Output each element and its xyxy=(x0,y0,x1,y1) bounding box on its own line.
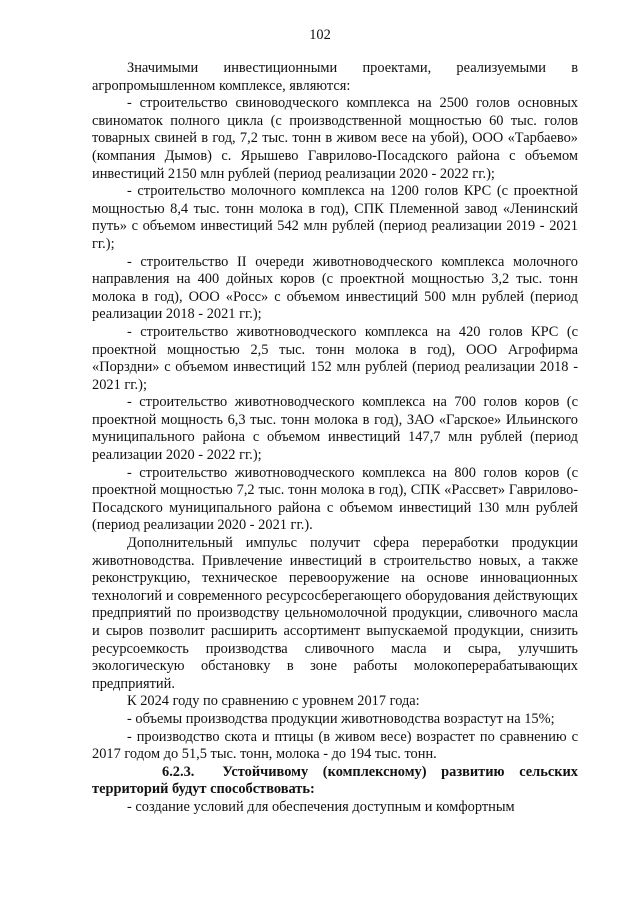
paragraph-project-dairy-1200: - строительство молочного комплекса на 1200 голов КРС (с проектной мощностью 8,4 тыс. тонн молока в год), СПК Племенной завод «Ленинский путь» с объемом инвестиций 542 млн рублей (период реализации 2019 - 2021 гг.); xyxy=(92,183,578,252)
page-body xyxy=(92,60,578,817)
section-heading xyxy=(92,764,578,799)
paragraph-project-garskoe: - строительство животноводческого комплекса на 700 голов коров (с проектной мощность 6,3 тыс. тонн молока в год), ЗАО «Гарское» Ильинского муниципального района с объемом инвестиций 147,7 млн рублей (период реализации 2020 - 2022 гг.); xyxy=(92,394,578,464)
paragraph-project-pig-complex: - строительство свиноводческого комплекса на 2500 голов основных свиноматок полного цикла (с производственной мощностью 60 тыс. голов товарных свиней в год, 7,2 тыс. тонн в живом весе на убой), ООО «Тарбаево» (компания Дымов) с. Ярышево Гаврилово-Посадского района с объемом инвестиций 2150 млн рублей (период реализации 2020 - 2022 гг.); xyxy=(92,95,578,182)
paragraph-target-livestock: - объемы производства продукции животноводства возрастут на 15%; xyxy=(127,710,555,727)
page-number: 102 xyxy=(309,27,331,43)
paragraph-project-rassvet: - строительство животноводческого комплекса на 800 голов коров (с проектной мощностью 7,2 тыс. тонн молока в год), СПК «Рассвет» Гаврилово-Посадского муниципального района с объемом инвестиций 130 млн рублей (период реализации 2020 - 2021 гг.). xyxy=(92,464,578,534)
paragraph-target-2024: К 2024 году по сравнению с уровнем 2017 года: xyxy=(127,693,420,710)
section-title: Устойчивому (комплексному) развитию сельских территорий будут способствовать: xyxy=(92,763,578,798)
paragraph-intro: Значимыми инвестиционными проектами, реализуемыми в агропромышленном комплексе, являются: xyxy=(92,60,578,94)
paragraph-project-porzdni: - строительство животноводческого комплекса на 420 голов КРС (с проектной мощностью 2,5 тыс. тонн молока в год), ООО Агрофирма «Порздни» с объемом инвестиций 152 млн рублей (период реализации 2018 - 2021 гг.); xyxy=(92,323,578,393)
paragraph-project-ross: - строительство II очереди животноводческого комплекса молочного направления на 400 дойных коров (с проектной мощностью 3,2 тыс. тонн молока в год), ООО «Росс» с объемом инвестиций 500 млн рублей (период реализации 2018 - 2021 гг.); xyxy=(92,253,578,323)
paragraph-processing: Дополнительный импульс получит сфера переработки продукции животноводства. Привлечение инвестиций в строительство новых, а также реконструкцию, техническое перевооружение на основе инновационных технологий и современного ресурсосберегающего оборудования действующих предприятий по производству цельномолочной продукции, сливочного масла и сыров позволит расширить ассортимент выпускаемой продукции, снизить ресурсоемкость производства сливочного масла и сыра, улучшить экологическую обстановку в зоне работы молокоперерабатывающих предприятий. xyxy=(92,535,578,692)
section-number: 6.2.3. xyxy=(162,763,195,780)
paragraph-rural-conditions: - создание условий для обеспечения доступным и комфортным xyxy=(127,798,515,815)
paragraph-target-meat-milk: - производство скота и птицы (в живом весе) возрастет по сравнению с 2017 годом до 51,5 тыс. тонн, молока - до 194 тыс. тонн. xyxy=(92,728,578,763)
